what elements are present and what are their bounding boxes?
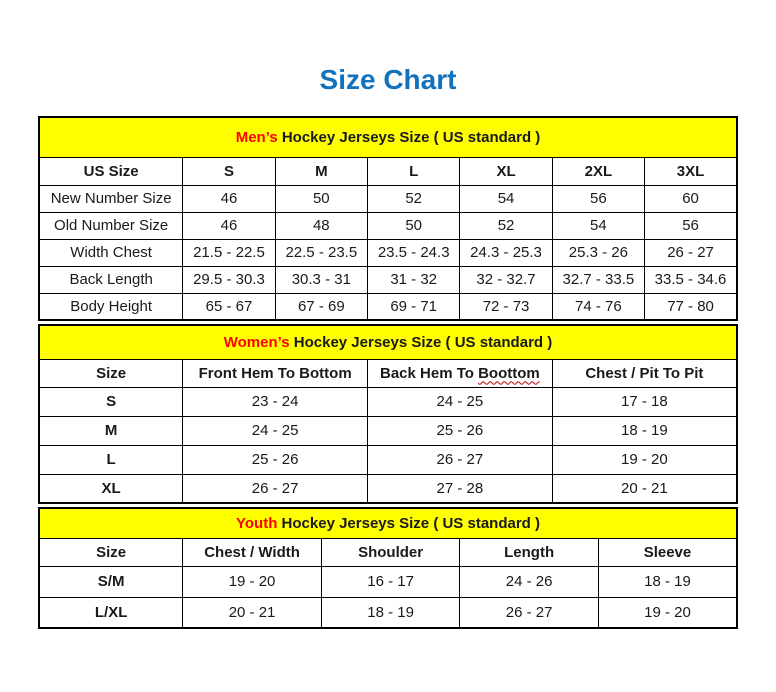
youth-header-row [39, 538, 737, 566]
youth-col-header-0: Size [39, 538, 183, 566]
youth-cell-1-3: 19 - 20 [598, 597, 737, 628]
mens-cell-4-0: 65 - 67 [183, 293, 275, 320]
mens-row-label-3: Back Length [39, 266, 183, 293]
mens-cell-0-0: 46 [183, 185, 275, 212]
mens-cell-1-4: 54 [552, 212, 644, 239]
womens-cell-0-2: 17 - 18 [552, 387, 737, 416]
womens-cell-1-2: 18 - 19 [552, 416, 737, 445]
womens-row-label-2: L [39, 445, 183, 474]
mens-cell-0-3: 54 [460, 185, 552, 212]
mens-cell-0-2: 52 [368, 185, 460, 212]
mens-banner-title: Men’s Hockey Jerseys Size ( US standard ) [39, 117, 737, 157]
womens-col-header-3: Chest / Pit To Pit [552, 359, 737, 387]
mens-cell-1-0: 46 [183, 212, 275, 239]
youth-col-header-1: Chest / Width [183, 538, 322, 566]
womens-col-header-0: Size [39, 359, 183, 387]
mens-cell-3-1: 30.3 - 31 [275, 266, 367, 293]
mens-row-label-0: New Number Size [39, 185, 183, 212]
womens-cell-0-1: 24 - 25 [368, 387, 553, 416]
youth-cell-1-2: 26 - 27 [460, 597, 599, 628]
misspelled-word: Boottom [478, 364, 540, 382]
mens-cell-3-5: 33.5 - 34.6 [645, 266, 737, 293]
mens-cell-1-5: 56 [645, 212, 737, 239]
youth-banner-accent: Youth [236, 514, 278, 532]
mens-cell-2-0: 21.5 - 22.5 [183, 239, 275, 266]
mens-cell-2-5: 26 - 27 [645, 239, 737, 266]
womens-cell-3-1: 27 - 28 [368, 474, 553, 503]
womens-banner-accent: Women’s [223, 333, 290, 351]
mens-banner-accent: Men’s [235, 128, 278, 146]
womens-cell-0-0: 23 - 24 [183, 387, 368, 416]
womens-row-label-3: XL [39, 474, 183, 503]
youth-cell-0-0: 19 - 20 [183, 566, 322, 597]
page-title: Size Chart [319, 64, 457, 95]
womens-cell-2-1: 26 - 27 [368, 445, 553, 474]
mens-cell-2-2: 23.5 - 24.3 [368, 239, 460, 266]
womens-cell-3-0: 26 - 27 [183, 474, 368, 503]
womens-row-3 [39, 474, 737, 503]
mens-row-1 [39, 212, 737, 239]
womens-banner-title: Women’s Hockey Jerseys Size ( US standard ) [39, 325, 737, 359]
womens-row-label-0: S [39, 387, 183, 416]
youth-banner-row [39, 508, 737, 538]
mens-col-header-6: 3XL [645, 157, 737, 185]
womens-row-0 [39, 387, 737, 416]
youth-col-header-3: Length [460, 538, 599, 566]
mens-cell-0-5: 60 [645, 185, 737, 212]
mens-cell-4-4: 74 - 76 [552, 293, 644, 320]
mens-row-3 [39, 266, 737, 293]
youth-cell-1-0: 20 - 21 [183, 597, 322, 628]
mens-cell-2-3: 24.3 - 25.3 [460, 239, 552, 266]
mens-cell-4-2: 69 - 71 [368, 293, 460, 320]
youth-row-1 [39, 597, 737, 628]
youth-row-label-0: S/M [39, 566, 183, 597]
mens-header-row [39, 157, 737, 185]
mens-col-header-3: L [368, 157, 460, 185]
youth-col-header-4: Sleeve [598, 538, 737, 566]
mens-row-label-1: Old Number Size [39, 212, 183, 239]
mens-cell-3-0: 29.5 - 30.3 [183, 266, 275, 293]
mens-cell-3-4: 32.7 - 33.5 [552, 266, 644, 293]
mens-cell-2-4: 25.3 - 26 [552, 239, 644, 266]
mens-row-0 [39, 185, 737, 212]
youth-cell-1-1: 18 - 19 [321, 597, 460, 628]
mens-col-header-4: XL [460, 157, 552, 185]
womens-row-1 [39, 416, 737, 445]
mens-cell-3-2: 31 - 32 [368, 266, 460, 293]
mens-row-label-4: Body Height [39, 293, 183, 320]
womens-row-label-1: M [39, 416, 183, 445]
mens-cell-3-3: 32 - 32.7 [460, 266, 552, 293]
womens-cell-2-2: 19 - 20 [552, 445, 737, 474]
mens-size-table [38, 116, 738, 321]
youth-size-table [38, 507, 738, 629]
womens-col-header-1: Front Hem To Bottom [183, 359, 368, 387]
mens-cell-1-2: 50 [368, 212, 460, 239]
mens-cell-4-3: 72 - 73 [460, 293, 552, 320]
youth-cell-0-1: 16 - 17 [321, 566, 460, 597]
youth-col-header-2: Shoulder [321, 538, 460, 566]
mens-cell-2-1: 22.5 - 23.5 [275, 239, 367, 266]
mens-col-header-0: US Size [39, 157, 183, 185]
tables-container [38, 116, 738, 629]
womens-cell-3-2: 20 - 21 [552, 474, 737, 503]
mens-cell-1-3: 52 [460, 212, 552, 239]
womens-row-2 [39, 445, 737, 474]
mens-cell-0-4: 56 [552, 185, 644, 212]
womens-col-header-2: Back Hem To Boottom [368, 359, 553, 387]
youth-cell-0-3: 18 - 19 [598, 566, 737, 597]
mens-cell-0-1: 50 [275, 185, 367, 212]
mens-cell-4-1: 67 - 69 [275, 293, 367, 320]
mens-col-header-5: 2XL [552, 157, 644, 185]
mens-col-header-2: M [275, 157, 367, 185]
womens-banner-row [39, 325, 737, 359]
mens-row-label-2: Width Chest [39, 239, 183, 266]
mens-row-2 [39, 239, 737, 266]
womens-cell-1-0: 24 - 25 [183, 416, 368, 445]
mens-cell-1-1: 48 [275, 212, 367, 239]
youth-cell-0-2: 24 - 26 [460, 566, 599, 597]
mens-col-header-1: S [183, 157, 275, 185]
mens-cell-4-5: 77 - 80 [645, 293, 737, 320]
youth-row-0 [39, 566, 737, 597]
youth-row-label-1: L/XL [39, 597, 183, 628]
youth-banner-title: Youth Hockey Jerseys Size ( US standard ) [39, 508, 737, 538]
womens-size-table [38, 324, 738, 504]
mens-row-4 [39, 293, 737, 320]
womens-cell-1-1: 25 - 26 [368, 416, 553, 445]
mens-banner-row [39, 117, 737, 157]
womens-cell-2-0: 25 - 26 [183, 445, 368, 474]
womens-header-row [39, 359, 737, 387]
